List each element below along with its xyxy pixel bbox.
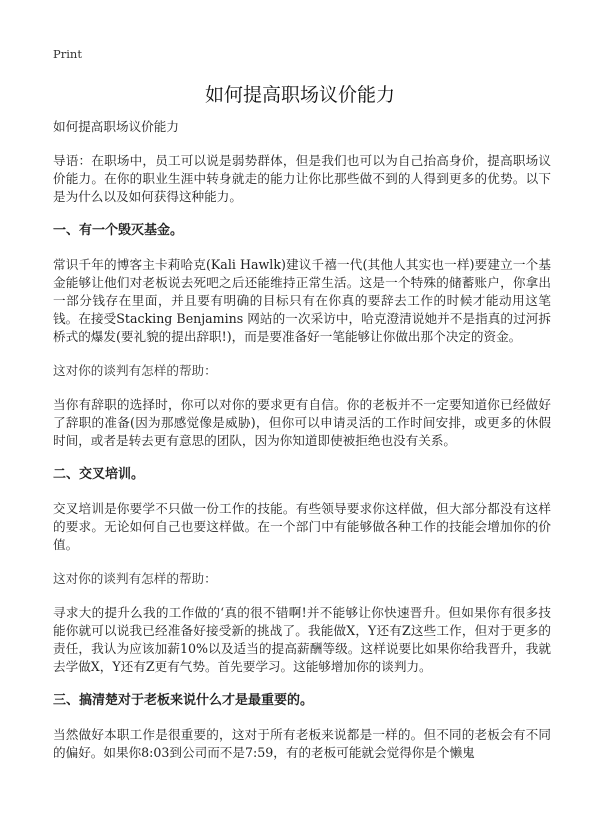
paragraph: 这对你的谈判有怎样的帮助：: [53, 571, 217, 586]
paragraph: 常识千年的博客主卡莉哈克(Kali Hawlk)建议千禧一代(其他人其实也一样)要建立一个基金能够让他们对老板说去死吧之后还能维持正常生活。这是一个特殊的储蓄账户，你拿出一部分钱存在里面，并且要有明确的目标只有在你真的要辞去工作的时候才能动用这笔钱。在接受Stacking Benjamins 网站的一次采访中，哈克澄清说她并不是指真的过河拆桥式的爆发(要礼貌的提出辞职!)，而是要准备好一笔能够让你做出那个决定的资金。: [53, 257, 551, 344]
print-link[interactable]: Print: [53, 47, 82, 61]
section-heading-3: 三、搞清楚对于老板来说什么才是最重要的。: [53, 693, 314, 708]
subtitle: 如何提高职场议价能力: [53, 119, 179, 134]
page-title: 如何提高职场议价能力: [204, 84, 395, 106]
paragraph: 交叉培训是你要学不只做一份工作的技能。有些领导要求你这样做，但大部分都没有这样的要求。无论如何自己也要这样做。在一个部门中有能够做各种工作的技能会增加你的价值。: [53, 501, 551, 552]
paragraph: 当你有辞职的选择时，你可以对你的要求更有自信。你的老板并不一定要知道你已经做好了辞职的准备(因为那感觉像是威胁)，但你可以申请灵活的工作时间安排，或更多的休假时间，或者是转去更有意思的团队，因为你知道即使被拒绝也没有关系。: [53, 397, 551, 448]
paragraph: 寻求大的提升么我的工作做的‘真的很不错啊!并不能够让你快速晋升。但如果你有很多技能你就可以说我已经准备好接受新的挑战了。我能做X，Y还有Z这些工作，但对于更多的责任，我认为应该加薪10%以及适当的提高薪酬等级。这样说要比如果你给我晋升，我就去学做X，Y还有Z更有气势。首先要学习。这能够增加你的谈判力。: [53, 605, 551, 674]
section-heading-1: 一、有一个毁灭基金。: [53, 223, 184, 238]
intro-paragraph: 导语：在职场中，员工可以说是弱势群体，但是我们也可以为自己抬高身价，提高职场议价能力。在你的职业生涯中转身就走的能力让你比那些做不到的人得到更多的优势。以下是为什么以及如何获得这种能力。: [53, 153, 551, 204]
section-heading-2: 二、交叉培训。: [53, 467, 145, 482]
article-body: [53, 118, 551, 778]
paragraph: 当然做好本职工作是很重要的，这对于所有老板来说都是一样的。但不同的老板会有不同的偏好。如果你8:03到公司而不是7:59，有的老板可能就会觉得你是个懒鬼: [53, 727, 551, 760]
paragraph: 这对你的谈判有怎样的帮助：: [53, 363, 217, 378]
